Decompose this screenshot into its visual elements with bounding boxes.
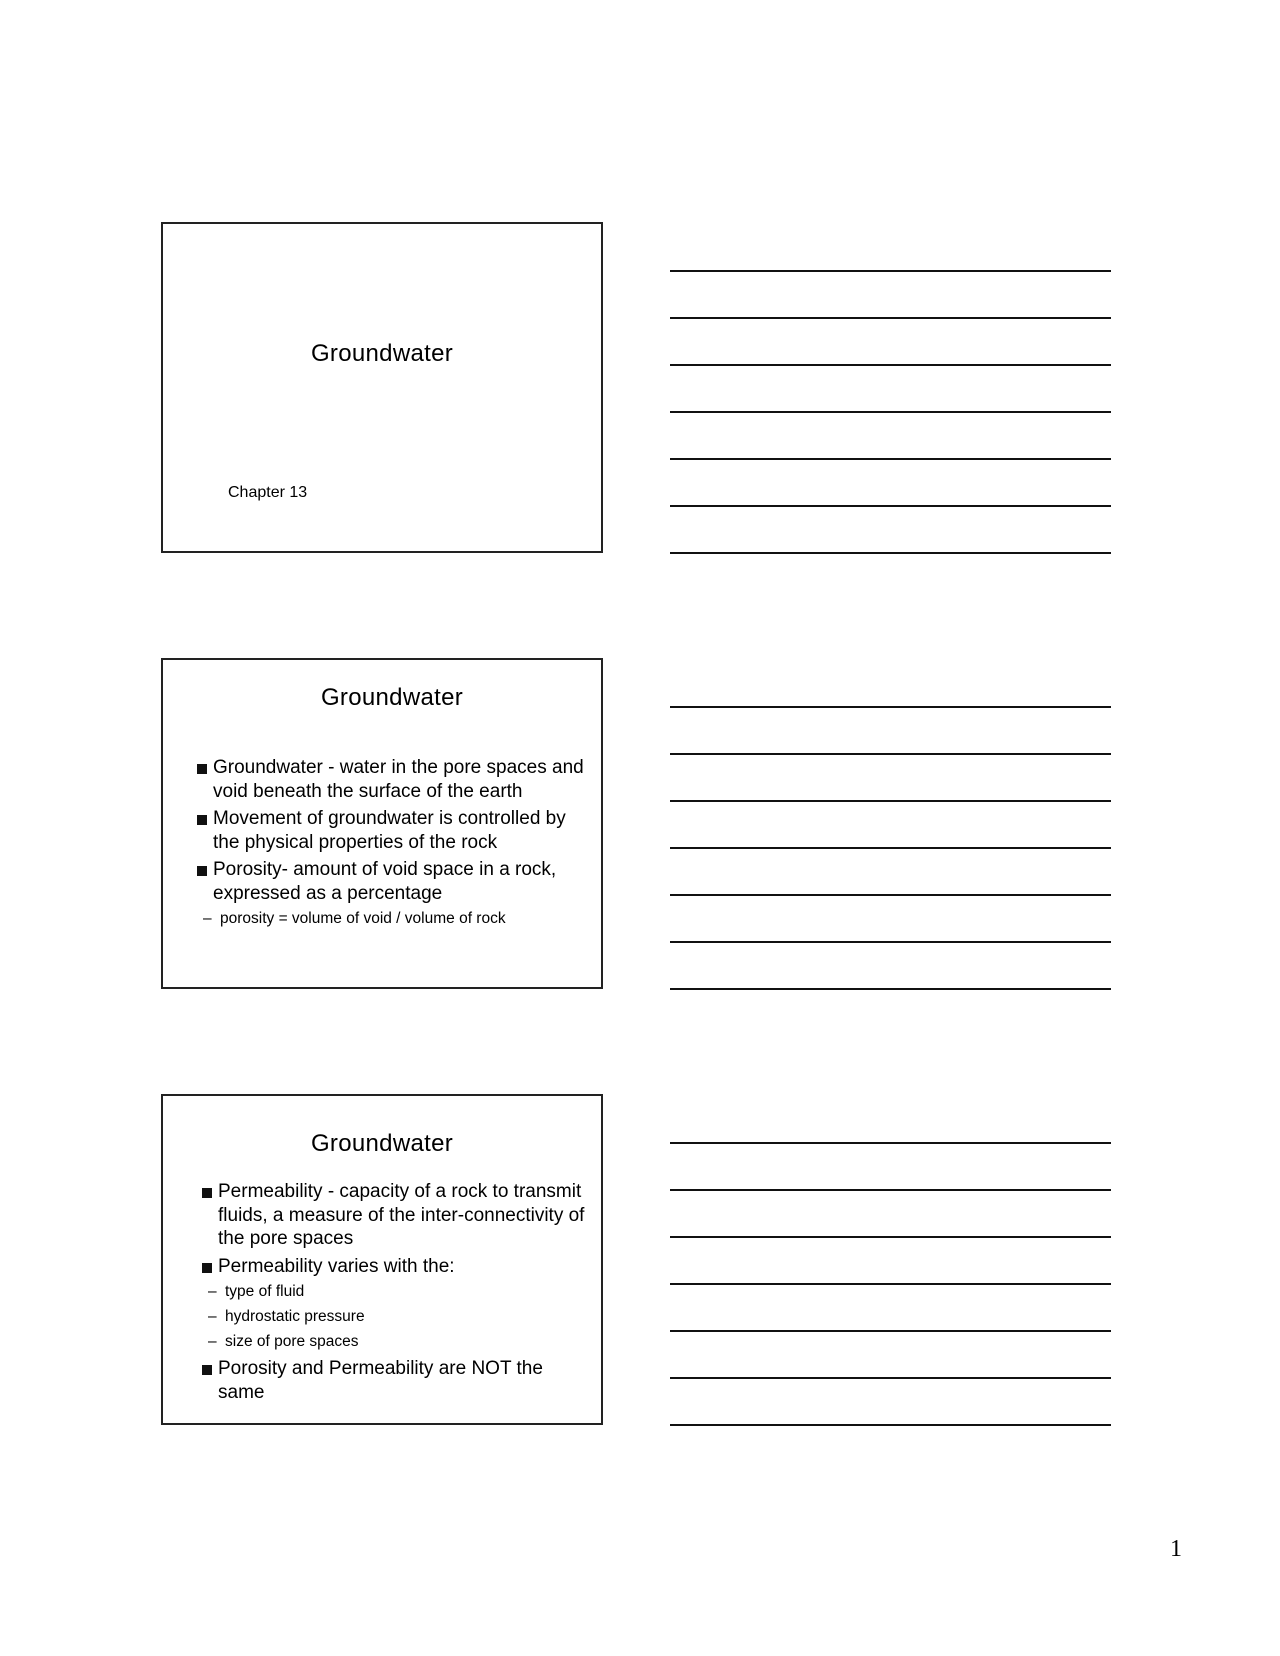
square-bullet-icon bbox=[197, 764, 207, 774]
sub-bullet-text: type of fluid bbox=[225, 1283, 305, 1300]
note-line bbox=[670, 1330, 1111, 1332]
note-line bbox=[670, 1283, 1111, 1285]
bullet-text: Permeability varies with the: bbox=[218, 1255, 455, 1277]
dash-icon: – bbox=[208, 1283, 217, 1300]
sub-bullet-item bbox=[202, 1307, 593, 1326]
note-line bbox=[670, 1142, 1111, 1144]
sub-bullet-text: porosity = volume of void / volume of rock bbox=[220, 910, 506, 927]
sub-bullet-item bbox=[202, 1282, 593, 1301]
page-number: 1 bbox=[1170, 1536, 1182, 1562]
note-line bbox=[670, 706, 1111, 708]
bullet-text: Groundwater - water in the pore spaces and void beneath the surface of the earth bbox=[213, 757, 584, 802]
square-bullet-icon bbox=[197, 866, 207, 876]
sub-bullet-text: hydrostatic pressure bbox=[225, 1308, 365, 1325]
slide-subtitle: Chapter 13 bbox=[228, 484, 308, 501]
note-line bbox=[670, 1236, 1111, 1238]
bullet-item bbox=[202, 1180, 593, 1251]
note-line bbox=[670, 800, 1111, 802]
slide-title: Groundwater bbox=[310, 1130, 454, 1157]
note-line bbox=[670, 458, 1111, 460]
note-line bbox=[670, 894, 1111, 896]
bullet-text: Permeability - capacity of a rock to transmit fluids, a measure of the inter-connectivity of the pore spaces bbox=[218, 1181, 585, 1249]
note-line bbox=[670, 1424, 1111, 1426]
square-bullet-icon bbox=[202, 1188, 212, 1198]
note-line bbox=[670, 552, 1111, 554]
dash-icon: – bbox=[208, 1308, 217, 1325]
bullet-text: Porosity and Permeability are NOT the same bbox=[218, 1358, 543, 1403]
slide-title: Groundwater bbox=[320, 684, 464, 711]
square-bullet-icon bbox=[202, 1365, 212, 1375]
note-line bbox=[670, 411, 1111, 413]
slide-3 bbox=[161, 1094, 603, 1425]
note-line bbox=[670, 753, 1111, 755]
note-line bbox=[670, 941, 1111, 943]
dash-icon: – bbox=[203, 910, 212, 927]
bullet-item bbox=[197, 858, 593, 905]
slide-1 bbox=[161, 222, 603, 553]
slide-2 bbox=[161, 658, 603, 989]
sub-bullet-item bbox=[197, 909, 593, 928]
bullet-item bbox=[197, 807, 593, 854]
note-line bbox=[670, 988, 1111, 990]
note-line bbox=[670, 1377, 1111, 1379]
slide-content bbox=[197, 756, 593, 934]
note-line bbox=[670, 364, 1111, 366]
note-line bbox=[670, 270, 1111, 272]
dash-icon: – bbox=[208, 1333, 217, 1350]
bullet-text: Movement of groundwater is controlled by the physical properties of the rock bbox=[213, 808, 566, 853]
slide-content bbox=[202, 1180, 593, 1408]
slide-title: Groundwater bbox=[310, 340, 454, 367]
bullet-text: Porosity- amount of void space in a rock, expressed as a percentage bbox=[213, 859, 557, 904]
square-bullet-icon bbox=[202, 1263, 212, 1273]
bullet-item bbox=[202, 1255, 593, 1279]
note-line bbox=[670, 847, 1111, 849]
note-line bbox=[670, 317, 1111, 319]
sub-bullet-item bbox=[202, 1332, 593, 1351]
square-bullet-icon bbox=[197, 815, 207, 825]
note-line bbox=[670, 505, 1111, 507]
bullet-item bbox=[202, 1357, 593, 1404]
sub-bullet-text: size of pore spaces bbox=[225, 1333, 359, 1350]
note-line bbox=[670, 1189, 1111, 1191]
bullet-item bbox=[197, 756, 593, 803]
